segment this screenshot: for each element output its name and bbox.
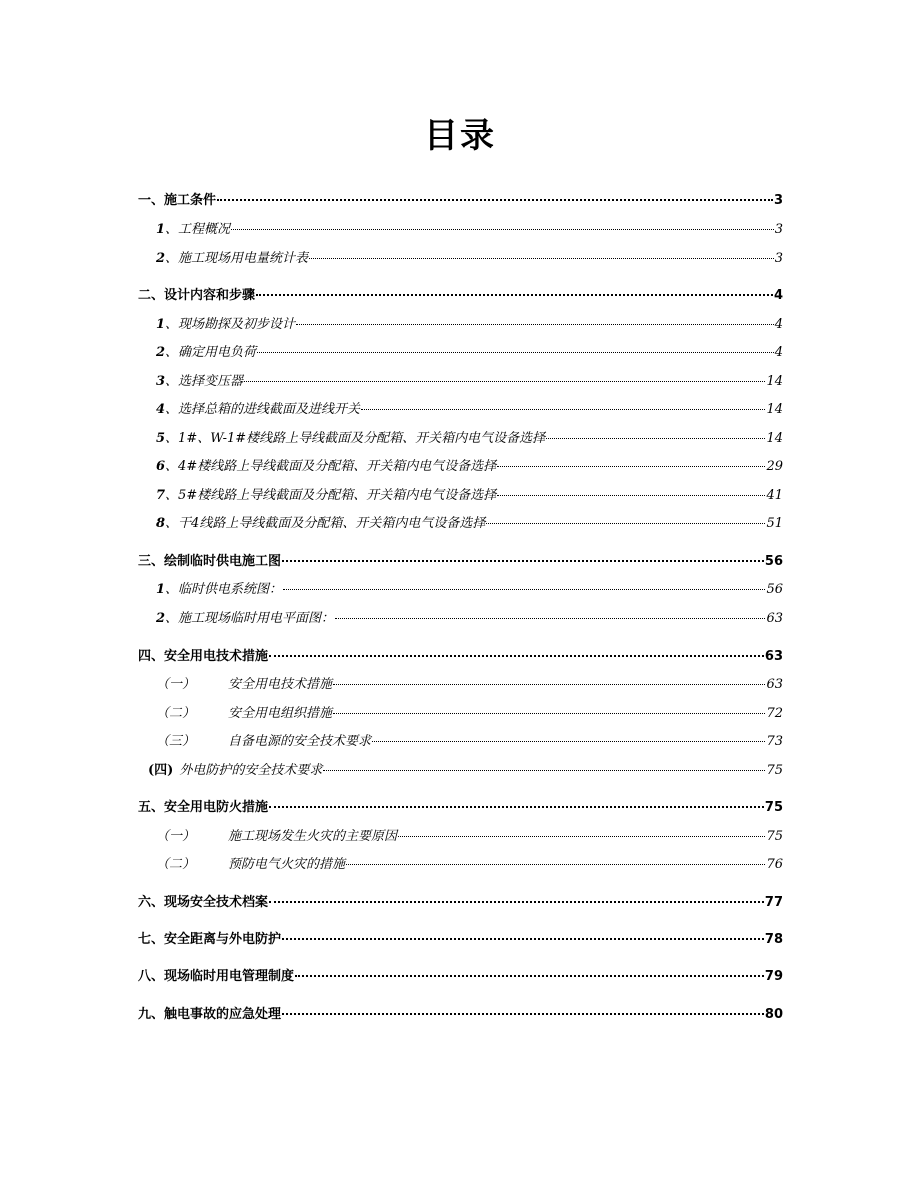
toc-entry-text: 二、设计内容和步骤 — [138, 288, 256, 303]
toc-entry-label — [138, 931, 281, 949]
toc-entry-label — [156, 515, 485, 533]
toc-entry-label — [156, 221, 230, 239]
toc-entry-number: （一） — [156, 829, 196, 844]
toc-entry-label — [138, 192, 216, 210]
toc-entry-text: 、1#、W-1#楼线路上导线截面及分配箱、开关箱内电气设备选择 — [165, 431, 546, 446]
toc-entry-text: 五、安全用电防火措施 — [138, 800, 269, 815]
toc-page-number: 80 — [764, 1007, 783, 1022]
toc-page-number: 51 — [766, 516, 783, 531]
toc-entry-label — [138, 799, 268, 817]
toc-leader-dots — [295, 974, 764, 977]
toc-entry-text: 四、安全用电技术措施 — [138, 649, 269, 664]
toc-entry-number: 7 — [156, 488, 166, 503]
toc-entry-text: 安全用电技术措施 — [228, 677, 333, 692]
toc-entry[interactable] — [138, 458, 783, 476]
toc-entry[interactable] — [138, 676, 783, 694]
toc-page-number: 77 — [764, 895, 783, 910]
toc-leader-dots — [283, 588, 765, 590]
toc-leader-dots — [372, 740, 765, 742]
toc-entry-label — [156, 487, 496, 505]
toc-leader-dots — [309, 257, 774, 259]
toc-entry-text: 、选择总箱的进线截面及进线开关 — [165, 402, 361, 417]
toc-entry-text: 、4#楼线路上导线截面及分配箱、开关箱内电气设备选择 — [165, 459, 497, 474]
toc-leader-dots — [217, 198, 773, 201]
toc-entry-number: 1 — [156, 582, 166, 597]
toc-entry-text: 、施工现场临时用电平面图： — [165, 611, 335, 626]
toc-entry[interactable] — [138, 373, 783, 391]
toc-page-number: 63 — [766, 611, 783, 626]
toc-entry[interactable] — [138, 856, 783, 874]
toc-entry-number: 2 — [156, 251, 166, 266]
toc-page-number: 4 — [774, 317, 783, 332]
toc-page-number: 14 — [766, 431, 783, 446]
toc-leader-dots — [269, 805, 764, 808]
toc-page-number: 4 — [773, 288, 783, 303]
toc-entry-number: 4 — [156, 402, 166, 417]
toc-entry[interactable] — [138, 316, 783, 334]
toc-entry-text: 、现场勘探及初步设计 — [165, 317, 296, 332]
toc-page-number: 56 — [766, 582, 783, 597]
toc-leader-dots — [296, 323, 774, 325]
toc-entry-label — [138, 553, 281, 571]
toc-entry-number: 8 — [156, 516, 166, 531]
toc-entry-text: 安全用电组织措施 — [228, 706, 333, 721]
toc-entry-text: 、施工现场用电量统计表 — [165, 251, 309, 266]
toc-entry-text: 施工现场发生火灾的主要原因 — [228, 829, 398, 844]
toc-page-number: 14 — [766, 374, 783, 389]
toc-entry-text: 外电防护的安全技术要求 — [179, 763, 323, 778]
toc-entry[interactable] — [138, 968, 783, 986]
toc-page-number: 63 — [764, 649, 783, 664]
toc-leader-dots — [486, 522, 765, 524]
toc-entry-label — [156, 316, 295, 334]
toc-page-number: 75 — [766, 829, 783, 844]
toc-entry-number: 3 — [156, 374, 166, 389]
toc-page-number: 79 — [764, 969, 783, 984]
page-title: 目录 — [424, 116, 496, 156]
toc-page-number: 56 — [764, 554, 783, 569]
toc-entry-text: 、5#楼线路上导线截面及分配箱、开关箱内电气设备选择 — [165, 488, 497, 503]
toc-entry-label — [156, 676, 332, 694]
toc-entry-label — [156, 401, 360, 419]
toc-page-number: 41 — [766, 488, 783, 503]
toc-page-number: 78 — [764, 932, 783, 947]
toc-leader-dots — [497, 494, 765, 496]
toc-page-number: 76 — [766, 857, 783, 872]
toc-entry-text: 预防电气火灾的措施 — [228, 857, 346, 872]
toc-leader-dots — [346, 863, 765, 865]
toc-entry-label — [156, 856, 345, 874]
toc-entry-number: 2 — [156, 345, 166, 360]
toc-entry[interactable] — [138, 799, 783, 817]
toc-entry[interactable] — [138, 828, 783, 846]
toc-entry-text: 七、安全距离与外电防护 — [138, 932, 282, 947]
toc-entry[interactable] — [138, 931, 783, 949]
toc-entry-number: （二） — [156, 706, 196, 721]
toc-leader-dots — [335, 617, 765, 619]
toc-entry[interactable] — [138, 221, 783, 239]
toc-leader-dots — [244, 380, 765, 382]
toc-entry-number: （三） — [156, 734, 196, 749]
toc-leader-dots — [257, 351, 774, 353]
toc-entry-text: 、选择变压器 — [165, 374, 244, 389]
toc-leader-dots — [333, 683, 765, 685]
toc-page-number: 73 — [766, 734, 783, 749]
toc-entry[interactable] — [138, 553, 783, 571]
toc-entry[interactable] — [138, 250, 783, 268]
toc-entry-text: 自备电源的安全技术要求 — [228, 734, 372, 749]
toc-leader-dots — [398, 835, 765, 837]
toc-entry-text: 八、现场临时用电管理制度 — [138, 969, 295, 984]
toc-entry-label — [156, 733, 371, 751]
toc-entry[interactable] — [138, 705, 783, 723]
toc-page-number: 4 — [774, 345, 783, 360]
toc-page-number: 3 — [773, 193, 783, 208]
toc-leader-dots — [256, 293, 773, 296]
toc-entry-text: 一、施工条件 — [138, 193, 217, 208]
toc-leader-dots — [282, 937, 764, 940]
toc-entry-text: 、确定用电负荷 — [165, 345, 257, 360]
toc-entry-label — [138, 648, 268, 666]
toc-entry[interactable] — [138, 1006, 783, 1024]
toc-entry-text: 九、触电事故的应急处理 — [138, 1007, 282, 1022]
toc-entry-label — [138, 894, 268, 912]
toc-leader-dots — [546, 437, 765, 439]
toc-entry[interactable] — [138, 344, 783, 362]
toc-entry-label — [156, 705, 332, 723]
toc-entry[interactable] — [138, 430, 783, 448]
toc-leader-dots — [323, 769, 765, 771]
toc-entry-text: 、干4线路上导线截面及分配箱、开关箱内电气设备选择 — [165, 516, 486, 531]
toc-leader-dots — [269, 654, 764, 657]
toc-entry-text: 、临时供电系统图： — [165, 582, 283, 597]
toc-entry-text: 三、绘制临时供电施工图 — [138, 554, 282, 569]
toc-entry-label — [138, 968, 294, 986]
toc-entry-label — [156, 373, 243, 391]
toc-entry[interactable] — [138, 192, 783, 210]
toc-entry-label — [156, 828, 397, 846]
toc-entry[interactable] — [138, 515, 783, 533]
toc-entry-number: 1 — [156, 222, 166, 237]
toc-entry-number: (四) — [148, 763, 174, 778]
toc-entry[interactable] — [138, 648, 783, 666]
toc-entry[interactable] — [138, 610, 783, 628]
toc-page-number: 29 — [766, 459, 783, 474]
toc-entry-label — [156, 250, 308, 268]
toc-page-number: 63 — [766, 677, 783, 692]
toc-leader-dots — [282, 559, 764, 562]
toc-entry-label — [156, 610, 334, 628]
toc-leader-dots — [361, 408, 765, 410]
toc-entry[interactable] — [138, 762, 783, 780]
toc-entry-label — [148, 762, 322, 780]
toc-leader-dots — [333, 712, 765, 714]
toc-page-number: 75 — [764, 800, 783, 815]
toc-entry-label — [156, 344, 256, 362]
toc-entry[interactable] — [138, 287, 783, 305]
toc-entry-number: 6 — [156, 459, 166, 474]
toc-entry[interactable] — [138, 487, 783, 505]
toc-leader-dots — [231, 228, 774, 230]
toc-entry-number: 2 — [156, 611, 166, 626]
toc-entry-label — [138, 287, 255, 305]
toc-leader-dots — [269, 900, 764, 903]
toc-entry-label — [156, 458, 496, 476]
toc-page-number: 14 — [766, 402, 783, 417]
toc-entry-label — [138, 1006, 281, 1024]
toc-page-number: 72 — [766, 706, 783, 721]
toc-leader-dots — [497, 465, 765, 467]
toc-entry-text: 六、现场安全技术档案 — [138, 895, 269, 910]
toc-entry-number: （一） — [156, 677, 196, 692]
toc-page-number: 75 — [766, 763, 783, 778]
toc-entry-text: 、工程概况 — [165, 222, 231, 237]
toc-leader-dots — [282, 1012, 764, 1015]
toc-entry[interactable] — [138, 401, 783, 419]
toc-page-number: 3 — [774, 222, 783, 237]
toc-page-number: 3 — [774, 251, 783, 266]
toc-entry[interactable] — [138, 894, 783, 912]
toc-entry-number: 5 — [156, 431, 166, 446]
toc-entry-number: （二） — [156, 857, 196, 872]
toc-entry-label — [156, 581, 282, 599]
toc-entry-label — [156, 430, 545, 448]
toc-entry-number: 1 — [156, 317, 166, 332]
toc-entry[interactable] — [138, 581, 783, 599]
toc-entry[interactable] — [138, 733, 783, 751]
